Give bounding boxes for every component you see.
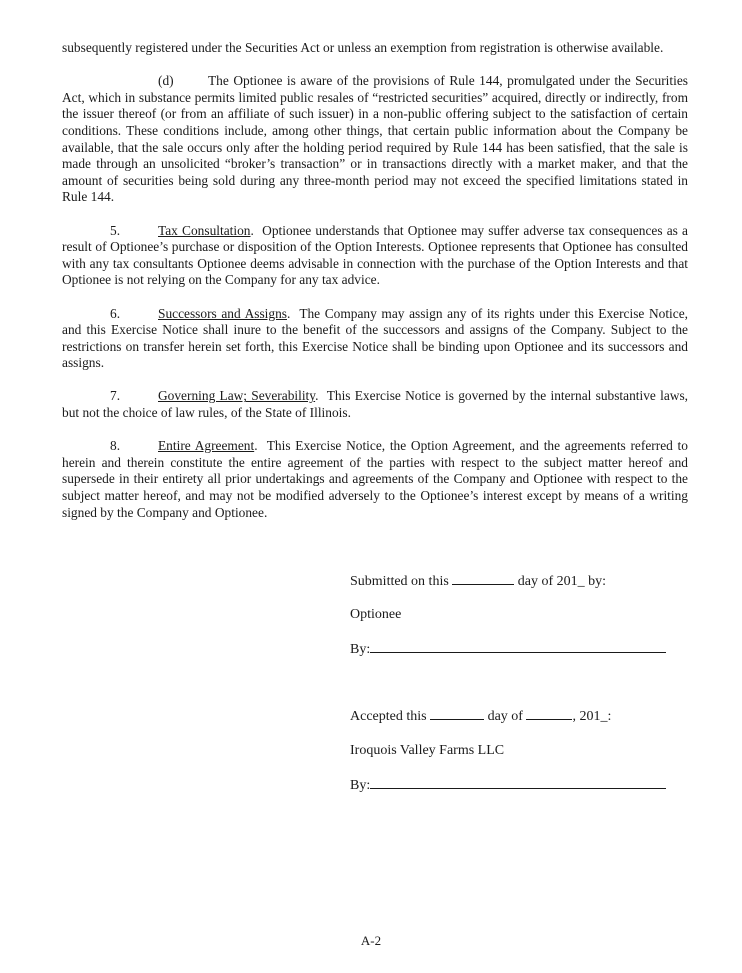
company-by-line [350, 776, 666, 795]
accepted-date-blank[interactable] [430, 707, 484, 720]
accepted-month-blank[interactable] [526, 707, 572, 720]
section-5-heading: Tax Consultation [158, 222, 251, 238]
section-7-text: This Exercise Notice is governed by the internal substantive laws, but not the choice of law rules, of the State of Illinois. [62, 388, 688, 421]
section-7-number: 7. [110, 388, 121, 404]
submitted-day-blank[interactable] [452, 572, 514, 585]
section-8: 8. Entire Agreement. This Exercise Notice, the Option Agreement, and the agreements referred to herein and therein constitute the entire agreement of the parties with respect to the subject matter hereof and supersede in their entirety all prior undertakings and agreements of the Company and Optionee with respect to the subject matter hereof, and may not be modified adversely to the Optionee’s interest except by means of a writing signed by the Company and Optionee. [62, 438, 688, 520]
company-by-label: By: [350, 778, 371, 793]
paragraph-d [62, 73, 688, 206]
page-number: A-2 [360, 933, 382, 948]
optionee-label: Optionee [350, 607, 402, 622]
section-7: 7. Governing Law; Severability. This Exercise Notice is governed by the internal substantive laws, but not the choice of law rules, of the State of Illinois. [62, 388, 688, 421]
accepted-line [350, 707, 611, 726]
submitted-day-label: day of 201_ by: [517, 574, 607, 589]
section-5-number: 5. [110, 222, 121, 238]
company-name: Iroquois Valley Farms LLC [350, 743, 505, 758]
paragraph-d-text: The Optionee is aware of the provisions of Rule 144, promulgated under the Securities Act, which in substance permits limited public resales of “restricted securities” acquired, directly or indirectly, from the issuer thereof (or from an affiliate of such issuer) in a non-public offering subject to the satisfaction of certain conditions. These conditions include, among other things, that certain public information about the Company be available, that the sale occurs only after the holding period required by Rule 144 has been satisfied, that the sale is made through an unsolicited “broker’s transaction” or in transactions directly with a market maker, and that the amount of securities being sold during any three-month period may not exceed the specified limitations stated in Rule 144. [62, 73, 688, 205]
accepted-label: Accepted this [350, 709, 427, 724]
section-7-heading: Governing Law; Severability [158, 388, 316, 404]
optionee-by-label: By: [350, 642, 371, 657]
section-8-text: This Exercise Notice, the Option Agreement, and the agreements referred to herein and therein constitute the entire agreement of the parties with respect to the subject matter hereof and supersede in their entirety all prior undertakings and agreements of the Company and Optionee with respect to the subject matter hereof, and may not be modified adversely to the Optionee’s interest except by means of a writing signed by the Company and Optionee. [62, 438, 688, 520]
section-8-number: 8. [110, 438, 121, 454]
section-5-text: Optionee understands that Optionee may suffer adverse tax consequences as a result of Optionee’s purchase or disposition of the Option Interests. Optionee represents that Optionee has consulted with any tax consultants Optionee deems advisable in connection with the purchase of the Option Interests and that Optionee is not relying on the Company for any tax advice. [62, 222, 688, 288]
paragraph-d-label: (d) [158, 73, 174, 89]
submitted-line [350, 572, 606, 591]
accepted-day-label: day of [487, 709, 523, 724]
optionee-by-line [350, 640, 666, 659]
section-6: 6. Successors and Assigns. The Company may assign any of its rights under this Exercise Notice, and this Exercise Notice shall inure to the benefit of the successors and assigns of the Company. Subject to the restrictions on transfer herein set forth, this Exercise Notice shall be binding upon Optionee and its successors and assigns. [62, 305, 689, 371]
section-6-heading: Successors and Assigns [158, 305, 287, 321]
section-6-text: The Company may assign any of its rights under this Exercise Notice, and this Exercise Notice shall inure to the benefit of the successors and assigns of the Company. Subject to the restrictions on transfer herein set forth, this Exercise Notice shall be binding upon Optionee and its successors and assigns. [62, 305, 689, 371]
section-5: 5. Tax Consultation. Optionee understands that Optionee may suffer adverse tax consequences as a result of Optionee’s purchase or disposition of the Option Interests. Optionee represents that Optionee has consulted with any tax consultants Optionee deems advisable in connection with the purchase of the Option Interests and that Optionee is not relying on the Company for any tax advice. [62, 222, 688, 288]
document-body [62, 40, 688, 521]
submitted-label: Submitted on this [350, 574, 449, 589]
section-6-number: 6. [110, 305, 121, 321]
accepted-year-label: , 201_: [572, 709, 612, 724]
optionee-signature-blank[interactable] [370, 640, 666, 653]
company-signature-blank[interactable] [370, 776, 666, 789]
continued-paragraph: subsequently registered under the Securities Act or unless an exemption from registration is otherwise available. [62, 40, 664, 55]
section-8-heading: Entire Agreement [158, 438, 255, 454]
